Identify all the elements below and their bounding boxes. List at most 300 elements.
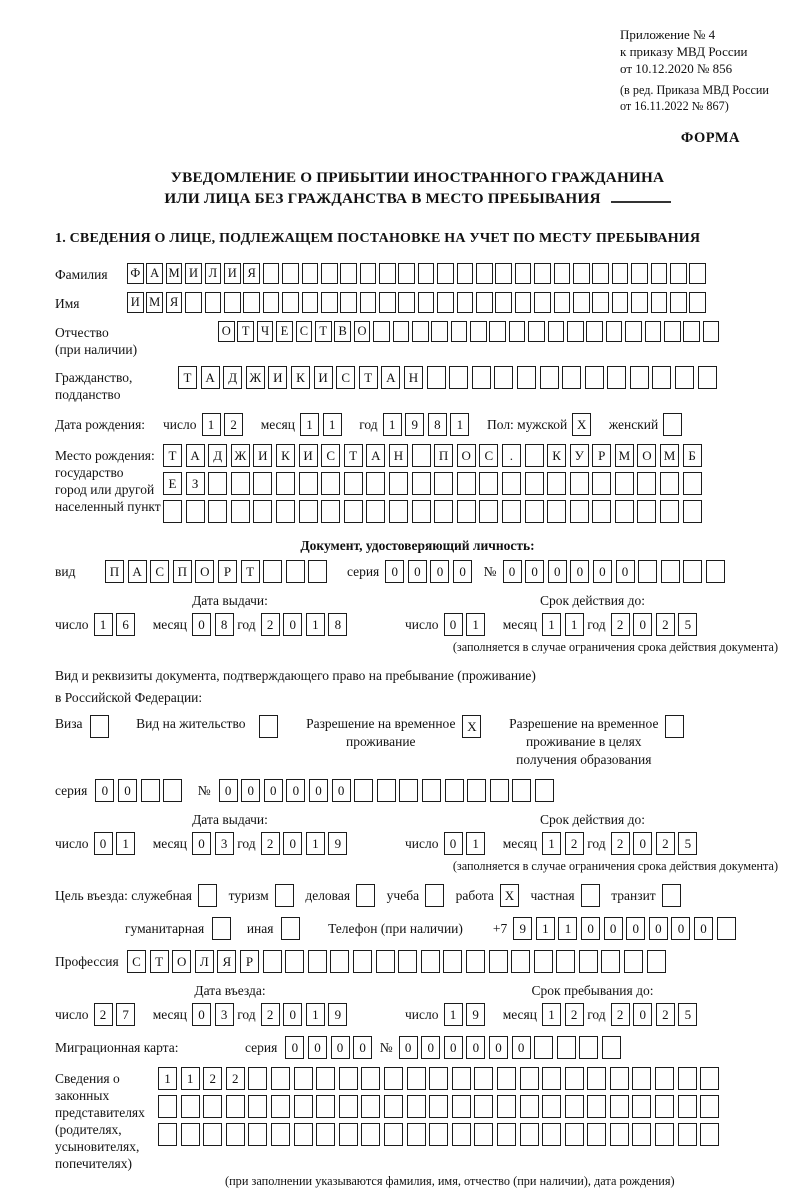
char-cell[interactable]	[407, 1123, 426, 1146]
char-cell[interactable]: 0	[581, 917, 600, 940]
char-cell[interactable]	[547, 500, 566, 523]
char-cell[interactable]	[360, 263, 377, 284]
char-cell[interactable]	[286, 560, 305, 583]
permit-issue-month-cells[interactable]	[192, 832, 237, 855]
char-cell[interactable]	[554, 292, 571, 313]
char-cell[interactable]	[353, 950, 372, 973]
char-cell[interactable]: А	[381, 366, 400, 389]
char-cell[interactable]	[592, 472, 611, 495]
char-cell[interactable]: 0	[512, 1036, 531, 1059]
char-cell[interactable]: И	[253, 444, 272, 467]
char-cell[interactable]	[384, 1067, 403, 1090]
char-cell[interactable]	[248, 1067, 267, 1090]
char-cell[interactable]: К	[291, 366, 310, 389]
char-cell[interactable]	[479, 500, 498, 523]
char-cell[interactable]: X	[500, 884, 519, 907]
char-cell[interactable]: 1	[536, 917, 555, 940]
char-cell[interactable]: 1	[300, 413, 319, 436]
char-cell[interactable]	[276, 472, 295, 495]
char-cell[interactable]	[587, 1067, 606, 1090]
char-cell[interactable]: Б	[683, 444, 702, 467]
char-cell[interactable]: 0	[192, 1003, 211, 1026]
mcard-series-cells[interactable]	[285, 1036, 375, 1059]
char-cell[interactable]: 0	[95, 779, 114, 802]
char-cell[interactable]	[573, 263, 590, 284]
char-cell[interactable]	[366, 500, 385, 523]
char-cell[interactable]	[449, 366, 468, 389]
char-cell[interactable]	[437, 292, 454, 313]
char-cell[interactable]: 9	[513, 917, 532, 940]
char-cell[interactable]	[472, 366, 491, 389]
char-cell[interactable]	[299, 472, 318, 495]
char-cell[interactable]	[489, 321, 506, 342]
char-cell[interactable]: Ж	[231, 444, 250, 467]
char-cell[interactable]: 2	[261, 613, 280, 636]
char-cell[interactable]: О	[457, 444, 476, 467]
char-cell[interactable]	[717, 917, 736, 940]
char-cell[interactable]: Ч	[257, 321, 274, 342]
stay-year-cells[interactable]	[611, 1003, 701, 1026]
char-cell[interactable]: Н	[404, 366, 423, 389]
char-cell[interactable]	[282, 292, 299, 313]
char-cell[interactable]	[512, 779, 531, 802]
char-cell[interactable]: 0	[283, 1003, 302, 1026]
char-cell[interactable]	[678, 1123, 697, 1146]
doc-type-cells[interactable]	[105, 560, 331, 583]
char-cell[interactable]: 9	[328, 832, 347, 855]
char-cell[interactable]: 2	[611, 832, 630, 855]
char-cell[interactable]	[612, 292, 629, 313]
char-cell[interactable]	[587, 1095, 606, 1118]
char-cell[interactable]: 2	[261, 832, 280, 855]
char-cell[interactable]	[466, 950, 485, 973]
char-cell[interactable]: X	[572, 413, 591, 436]
birth-month-cells[interactable]	[300, 413, 345, 436]
char-cell[interactable]	[263, 950, 282, 973]
char-cell[interactable]	[630, 366, 649, 389]
char-cell[interactable]	[407, 1067, 426, 1090]
char-cell[interactable]: 1	[181, 1067, 200, 1090]
char-cell[interactable]	[141, 779, 160, 802]
char-cell[interactable]: У	[570, 444, 589, 467]
char-cell[interactable]	[361, 1123, 380, 1146]
char-cell[interactable]: 0	[94, 832, 113, 855]
char-cell[interactable]: Т	[150, 950, 169, 973]
char-cell[interactable]	[700, 1123, 719, 1146]
char-cell[interactable]	[497, 1067, 516, 1090]
char-cell[interactable]	[412, 444, 431, 467]
char-cell[interactable]	[670, 292, 687, 313]
char-cell[interactable]: 0	[285, 1036, 304, 1059]
permit-issue-year-cells[interactable]	[261, 832, 351, 855]
char-cell[interactable]	[631, 292, 648, 313]
edu-permit-checkbox[interactable]	[665, 715, 688, 738]
char-cell[interactable]	[299, 500, 318, 523]
citizenship-cells[interactable]	[178, 366, 720, 389]
stay-month-cells[interactable]	[542, 1003, 587, 1026]
char-cell[interactable]	[497, 1095, 516, 1118]
char-cell[interactable]	[476, 292, 493, 313]
char-cell[interactable]	[638, 560, 657, 583]
char-cell[interactable]	[651, 263, 668, 284]
char-cell[interactable]	[615, 472, 634, 495]
char-cell[interactable]	[592, 292, 609, 313]
char-cell[interactable]	[570, 472, 589, 495]
char-cell[interactable]: П	[434, 444, 453, 467]
char-cell[interactable]	[631, 263, 648, 284]
char-cell[interactable]: 0	[633, 832, 652, 855]
char-cell[interactable]	[407, 1095, 426, 1118]
char-cell[interactable]	[547, 472, 566, 495]
char-cell[interactable]: 0	[421, 1036, 440, 1059]
char-cell[interactable]	[275, 884, 294, 907]
char-cell[interactable]: .	[502, 444, 521, 467]
char-cell[interactable]: 0	[671, 917, 690, 940]
char-cell[interactable]	[259, 715, 278, 738]
char-cell[interactable]	[474, 1095, 493, 1118]
char-cell[interactable]: 6	[116, 613, 135, 636]
char-cell[interactable]	[285, 950, 304, 973]
temp-permit-checkbox[interactable]	[462, 715, 485, 738]
char-cell[interactable]	[534, 950, 553, 973]
char-cell[interactable]: 0	[283, 613, 302, 636]
char-cell[interactable]: К	[547, 444, 566, 467]
char-cell[interactable]: И	[127, 292, 144, 313]
char-cell[interactable]	[610, 1067, 629, 1090]
char-cell[interactable]	[330, 950, 349, 973]
char-cell[interactable]	[502, 472, 521, 495]
char-cell[interactable]: 9	[466, 1003, 485, 1026]
char-cell[interactable]	[373, 321, 390, 342]
purpose-official-checkbox[interactable]	[198, 884, 221, 907]
char-cell[interactable]	[212, 917, 231, 940]
char-cell[interactable]: 0	[616, 560, 635, 583]
char-cell[interactable]	[457, 292, 474, 313]
char-cell[interactable]: А	[366, 444, 385, 467]
char-cell[interactable]: 2	[611, 1003, 630, 1026]
doc-issue-month-cells[interactable]	[192, 613, 237, 636]
char-cell[interactable]: 1	[383, 413, 402, 436]
char-cell[interactable]: А	[186, 444, 205, 467]
char-cell[interactable]: 8	[428, 413, 447, 436]
char-cell[interactable]	[163, 500, 182, 523]
char-cell[interactable]	[535, 779, 554, 802]
char-cell[interactable]	[361, 1095, 380, 1118]
char-cell[interactable]	[660, 472, 679, 495]
char-cell[interactable]	[700, 1095, 719, 1118]
char-cell[interactable]: 0	[385, 560, 404, 583]
char-cell[interactable]: 0	[286, 779, 305, 802]
char-cell[interactable]	[429, 1095, 448, 1118]
char-cell[interactable]	[664, 321, 681, 342]
char-cell[interactable]	[412, 321, 429, 342]
char-cell[interactable]	[418, 263, 435, 284]
char-cell[interactable]: 2	[224, 413, 243, 436]
purpose-work-checkbox[interactable]	[500, 884, 523, 907]
char-cell[interactable]	[520, 1123, 539, 1146]
char-cell[interactable]: 5	[678, 832, 697, 855]
char-cell[interactable]	[226, 1123, 245, 1146]
char-cell[interactable]	[302, 263, 319, 284]
char-cell[interactable]	[525, 472, 544, 495]
char-cell[interactable]	[253, 500, 272, 523]
char-cell[interactable]	[457, 472, 476, 495]
char-cell[interactable]	[540, 366, 559, 389]
legal-reps-cells-row3[interactable]	[158, 1123, 723, 1146]
char-cell[interactable]	[579, 1036, 598, 1059]
char-cell[interactable]	[248, 1095, 267, 1118]
char-cell[interactable]	[474, 1067, 493, 1090]
char-cell[interactable]: О	[637, 444, 656, 467]
doc-valid-year-cells[interactable]	[611, 613, 701, 636]
char-cell[interactable]	[610, 1123, 629, 1146]
char-cell[interactable]	[683, 321, 700, 342]
char-cell[interactable]	[445, 779, 464, 802]
char-cell[interactable]	[379, 292, 396, 313]
char-cell[interactable]	[158, 1095, 177, 1118]
permit-number-cells[interactable]	[219, 779, 558, 802]
char-cell[interactable]: Т	[178, 366, 197, 389]
char-cell[interactable]	[308, 950, 327, 973]
char-cell[interactable]: 0	[308, 1036, 327, 1059]
char-cell[interactable]	[548, 321, 565, 342]
char-cell[interactable]	[703, 321, 720, 342]
char-cell[interactable]	[663, 413, 682, 436]
char-cell[interactable]: М	[615, 444, 634, 467]
char-cell[interactable]	[294, 1095, 313, 1118]
char-cell[interactable]	[203, 1095, 222, 1118]
char-cell[interactable]	[556, 950, 575, 973]
char-cell[interactable]	[678, 1067, 697, 1090]
char-cell[interactable]: 3	[215, 1003, 234, 1026]
char-cell[interactable]	[399, 779, 418, 802]
char-cell[interactable]	[90, 715, 109, 738]
char-cell[interactable]	[652, 366, 671, 389]
entry-month-cells[interactable]	[192, 1003, 237, 1026]
char-cell[interactable]: 0	[408, 560, 427, 583]
char-cell[interactable]: Р	[240, 950, 259, 973]
char-cell[interactable]	[263, 263, 280, 284]
char-cell[interactable]	[339, 1123, 358, 1146]
char-cell[interactable]: Т	[237, 321, 254, 342]
char-cell[interactable]	[502, 500, 521, 523]
char-cell[interactable]: М	[146, 292, 163, 313]
char-cell[interactable]	[517, 366, 536, 389]
char-cell[interactable]	[231, 472, 250, 495]
doc-valid-day-cells[interactable]	[444, 613, 489, 636]
char-cell[interactable]	[321, 292, 338, 313]
char-cell[interactable]: 0	[353, 1036, 372, 1059]
char-cell[interactable]	[637, 500, 656, 523]
char-cell[interactable]: 0	[694, 917, 713, 940]
char-cell[interactable]	[158, 1123, 177, 1146]
stay-day-cells[interactable]	[444, 1003, 489, 1026]
char-cell[interactable]	[607, 366, 626, 389]
permit-valid-month-cells[interactable]	[542, 832, 587, 855]
char-cell[interactable]: Я	[166, 292, 183, 313]
char-cell[interactable]	[437, 263, 454, 284]
char-cell[interactable]: 2	[94, 1003, 113, 1026]
char-cell[interactable]	[528, 321, 545, 342]
char-cell[interactable]: 1	[323, 413, 342, 436]
char-cell[interactable]	[567, 321, 584, 342]
birth-year-cells[interactable]	[383, 413, 473, 436]
char-cell[interactable]	[683, 500, 702, 523]
char-cell[interactable]	[361, 1067, 380, 1090]
char-cell[interactable]	[344, 500, 363, 523]
char-cell[interactable]: К	[276, 444, 295, 467]
char-cell[interactable]	[253, 472, 272, 495]
char-cell[interactable]: Л	[205, 263, 222, 284]
char-cell[interactable]: Е	[163, 472, 182, 495]
birth-place-cells-row2[interactable]	[163, 472, 705, 495]
doc-valid-month-cells[interactable]	[542, 613, 587, 636]
char-cell[interactable]	[534, 292, 551, 313]
char-cell[interactable]: 2	[261, 1003, 280, 1026]
doc-issue-year-cells[interactable]	[261, 613, 351, 636]
purpose-transit-checkbox[interactable]	[662, 884, 685, 907]
char-cell[interactable]: 2	[656, 1003, 675, 1026]
birth-day-cells[interactable]	[202, 413, 247, 436]
char-cell[interactable]	[398, 263, 415, 284]
char-cell[interactable]	[321, 472, 340, 495]
char-cell[interactable]	[321, 263, 338, 284]
char-cell[interactable]: 1	[466, 613, 485, 636]
char-cell[interactable]	[185, 292, 202, 313]
char-cell[interactable]	[427, 366, 446, 389]
mcard-number-cells[interactable]	[399, 1036, 625, 1059]
char-cell[interactable]	[606, 321, 623, 342]
char-cell[interactable]	[431, 321, 448, 342]
doc-number-cells[interactable]	[503, 560, 729, 583]
char-cell[interactable]	[662, 884, 681, 907]
char-cell[interactable]: О	[354, 321, 371, 342]
char-cell[interactable]: Д	[208, 444, 227, 467]
char-cell[interactable]	[360, 292, 377, 313]
char-cell[interactable]	[632, 1095, 651, 1118]
char-cell[interactable]	[379, 263, 396, 284]
char-cell[interactable]: Ф	[127, 263, 144, 284]
char-cell[interactable]: 2	[565, 832, 584, 855]
char-cell[interactable]: 9	[405, 413, 424, 436]
char-cell[interactable]: 7	[116, 1003, 135, 1026]
char-cell[interactable]	[562, 366, 581, 389]
char-cell[interactable]	[515, 292, 532, 313]
char-cell[interactable]: Т	[315, 321, 332, 342]
char-cell[interactable]	[452, 1123, 471, 1146]
char-cell[interactable]	[655, 1095, 674, 1118]
char-cell[interactable]	[384, 1095, 403, 1118]
char-cell[interactable]	[316, 1123, 335, 1146]
char-cell[interactable]	[557, 1036, 576, 1059]
char-cell[interactable]	[660, 500, 679, 523]
char-cell[interactable]: 0	[489, 1036, 508, 1059]
char-cell[interactable]	[377, 779, 396, 802]
char-cell[interactable]	[489, 950, 508, 973]
char-cell[interactable]: 0	[309, 779, 328, 802]
char-cell[interactable]: 0	[604, 917, 623, 940]
char-cell[interactable]: 1	[116, 832, 135, 855]
char-cell[interactable]	[398, 292, 415, 313]
char-cell[interactable]	[271, 1067, 290, 1090]
char-cell[interactable]: 0	[118, 779, 137, 802]
char-cell[interactable]	[422, 779, 441, 802]
char-cell[interactable]	[675, 366, 694, 389]
char-cell[interactable]: П	[105, 560, 124, 583]
char-cell[interactable]: 0	[444, 1036, 463, 1059]
char-cell[interactable]	[208, 500, 227, 523]
char-cell[interactable]	[520, 1095, 539, 1118]
char-cell[interactable]: 5	[678, 613, 697, 636]
char-cell[interactable]: З	[186, 472, 205, 495]
char-cell[interactable]: 2	[611, 613, 630, 636]
char-cell[interactable]	[186, 500, 205, 523]
char-cell[interactable]	[316, 1067, 335, 1090]
char-cell[interactable]	[271, 1123, 290, 1146]
char-cell[interactable]	[565, 1123, 584, 1146]
char-cell[interactable]: 1	[565, 613, 584, 636]
char-cell[interactable]	[316, 1095, 335, 1118]
char-cell[interactable]: 1	[542, 832, 561, 855]
char-cell[interactable]	[637, 472, 656, 495]
char-cell[interactable]	[655, 1067, 674, 1090]
char-cell[interactable]: 2	[656, 832, 675, 855]
permit-issue-day-cells[interactable]	[94, 832, 139, 855]
char-cell[interactable]	[470, 321, 487, 342]
char-cell[interactable]: И	[185, 263, 202, 284]
char-cell[interactable]	[683, 472, 702, 495]
char-cell[interactable]: 0	[548, 560, 567, 583]
char-cell[interactable]: 2	[203, 1067, 222, 1090]
legal-reps-cells-row1[interactable]	[158, 1067, 723, 1090]
char-cell[interactable]: 1	[450, 413, 469, 436]
char-cell[interactable]	[198, 884, 217, 907]
char-cell[interactable]	[511, 950, 530, 973]
char-cell[interactable]	[632, 1123, 651, 1146]
purpose-study-checkbox[interactable]	[425, 884, 448, 907]
birth-place-cells-row1[interactable]	[163, 444, 705, 467]
char-cell[interactable]	[670, 263, 687, 284]
char-cell[interactable]	[592, 500, 611, 523]
char-cell[interactable]: 0	[399, 1036, 418, 1059]
char-cell[interactable]: С	[321, 444, 340, 467]
char-cell[interactable]	[565, 1067, 584, 1090]
char-cell[interactable]: Т	[241, 560, 260, 583]
permit-valid-day-cells[interactable]	[444, 832, 489, 855]
char-cell[interactable]	[587, 1123, 606, 1146]
char-cell[interactable]: 0	[264, 779, 283, 802]
char-cell[interactable]: 3	[215, 832, 234, 855]
char-cell[interactable]	[181, 1123, 200, 1146]
char-cell[interactable]	[689, 292, 706, 313]
char-cell[interactable]: 0	[192, 832, 211, 855]
char-cell[interactable]	[632, 1067, 651, 1090]
char-cell[interactable]	[457, 263, 474, 284]
char-cell[interactable]	[321, 500, 340, 523]
char-cell[interactable]	[474, 1123, 493, 1146]
char-cell[interactable]	[565, 1095, 584, 1118]
char-cell[interactable]: Р	[592, 444, 611, 467]
char-cell[interactable]: С	[479, 444, 498, 467]
char-cell[interactable]	[434, 472, 453, 495]
purpose-other-checkbox[interactable]	[281, 917, 304, 940]
char-cell[interactable]: И	[299, 444, 318, 467]
char-cell[interactable]	[203, 1123, 222, 1146]
char-cell[interactable]: И	[314, 366, 333, 389]
char-cell[interactable]	[434, 500, 453, 523]
purpose-private-checkbox[interactable]	[581, 884, 604, 907]
char-cell[interactable]: Я	[217, 950, 236, 973]
